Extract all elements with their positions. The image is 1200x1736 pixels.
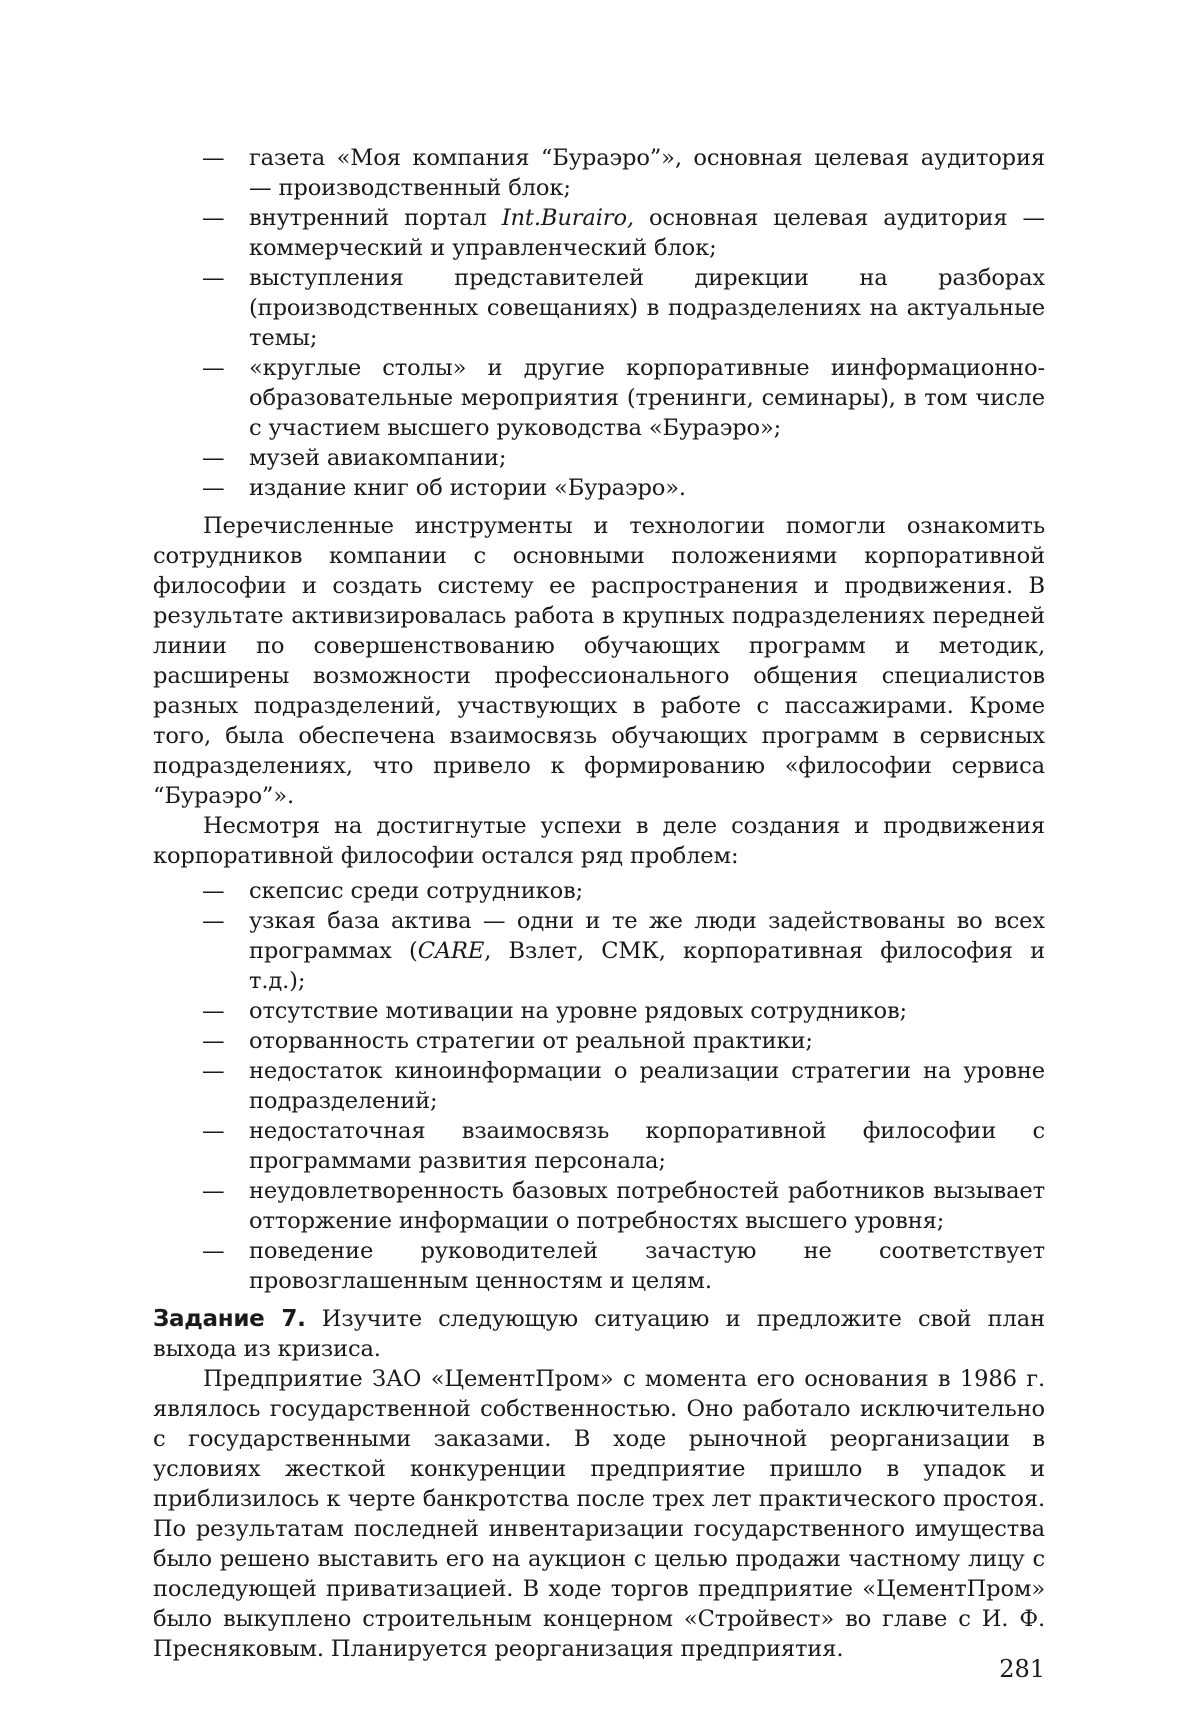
list-item: — неудовлетворенность базовых потребностей работников вызывает отторжение информации о потребностях высшего уровня;	[202, 1178, 1045, 1234]
portal-name: Int.Burairo,	[501, 205, 634, 231]
list-item: — музей авиакомпании;	[202, 445, 507, 471]
dash-mark: —	[202, 1178, 225, 1204]
program-name: CARE	[417, 938, 485, 964]
list-item: — недостаток киноинформации о реализации стратегии на уровне подразделений;	[202, 1058, 1045, 1114]
list-item: — издание книг об истории «Бураэро».	[202, 475, 686, 501]
dash-mark: —	[202, 1058, 225, 1084]
list-item: — оторванность стратегии от реальной практики;	[202, 1028, 813, 1054]
list-item: — «круглые столы» и другие корпоративные иинформационно-образовательные мероприятия (тренинги, семинары), в том числе с участием высшего руководства «Бураэро»;	[202, 355, 1045, 441]
dash-mark: —	[202, 445, 225, 471]
list-item: — узкая база актива — одни и те же люди задействованы во всех программах (CARE, Взлет, СМК, корпоративная философия и т.д.);	[202, 908, 1046, 994]
list-item: — скепсис среди сотрудников;	[202, 878, 584, 904]
dash-mark: —	[202, 145, 225, 171]
task-label: Задание 7.	[153, 1306, 306, 1332]
task-text: Изучите следующую ситуацию и предложите свой план выхода из кризиса.	[153, 1306, 1045, 1362]
list-item: — отсутствие мотивации на уровне рядовых сотрудников;	[202, 998, 907, 1024]
dash-mark: —	[202, 265, 225, 291]
list-item: — газета «Моя компания “Бураэро”», основная целевая аудитория — производственный блок;	[202, 145, 1045, 201]
case-paragraph: Предприятие ЗАО «ЦементПром» с момента его основания в 1986 г. являлось государственной собственностью. Оно работало исключительно с государственными заказами. В ходе рыночной реорганизации в условиях жесткой конкуренции предприятие пришло в упадок и приблизилось к черте банкротства после трех лет практического простоя. По результатам последней инвентаризации государственного имущества было решено выставить его на аукцион с целью продажи частному лицу с последующей приватизацией. В ходе торгов предприятие «ЦементПром» было выкуплено строительным концерном «Стройвест» во главе с И. Ф. Пресняковым. Планируется реорганизация предприятия.	[153, 1366, 1045, 1662]
media-channels-list	[153, 143, 1045, 503]
list-item: — поведение руководителей зачастую не соответствует провозглашенным ценностям и целям.	[202, 1238, 1045, 1294]
page-body	[153, 0, 1045, 1664]
list-item: — недостаточная взаимосвязь корпоративной философии с программами развития персонала;	[202, 1118, 1045, 1174]
list-item: — выступления представителей дирекции на разборах (производственных совещаниях) в подразделениях на актуальные темы;	[202, 265, 1045, 351]
page-number: 281	[999, 1655, 1045, 1683]
dash-mark: —	[202, 908, 225, 934]
task-heading	[153, 1304, 1045, 1364]
dash-mark: —	[202, 998, 225, 1024]
dash-mark: —	[202, 1118, 225, 1144]
problems-list	[153, 876, 1045, 1296]
dash-mark: —	[202, 205, 225, 231]
dash-mark: —	[202, 1238, 225, 1264]
list-item: — внутренний портал Int.Burairo, основная целевая аудитория — коммерческий и управленческий блок;	[202, 205, 1045, 261]
dash-mark: —	[202, 1028, 225, 1054]
dash-mark: —	[202, 878, 225, 904]
dash-mark: —	[202, 355, 225, 381]
dash-mark: —	[202, 475, 225, 501]
results-paragraph: Перечисленные инструменты и технологии помогли ознакомить сотрудников компании с основными положениями корпоративной философии и создать систему ее распространения и продвижения. В результате активизировалась работа в крупных подразделениях передней линии по совершенствованию обучающих программ и методик, расширены возможности профессионального общения специалистов разных подразделений, участвующих в работе с пассажирами. Кроме того, была обеспечена взаимосвязь обучающих программ в сервисных подразделениях, что привело к формированию «философии сервиса “Бураэро”».	[153, 513, 1045, 809]
problems-intro-paragraph: Несмотря на достигнутые успехи в деле создания и продвижения корпоративной философии остался ряд проблем:	[153, 813, 1045, 869]
